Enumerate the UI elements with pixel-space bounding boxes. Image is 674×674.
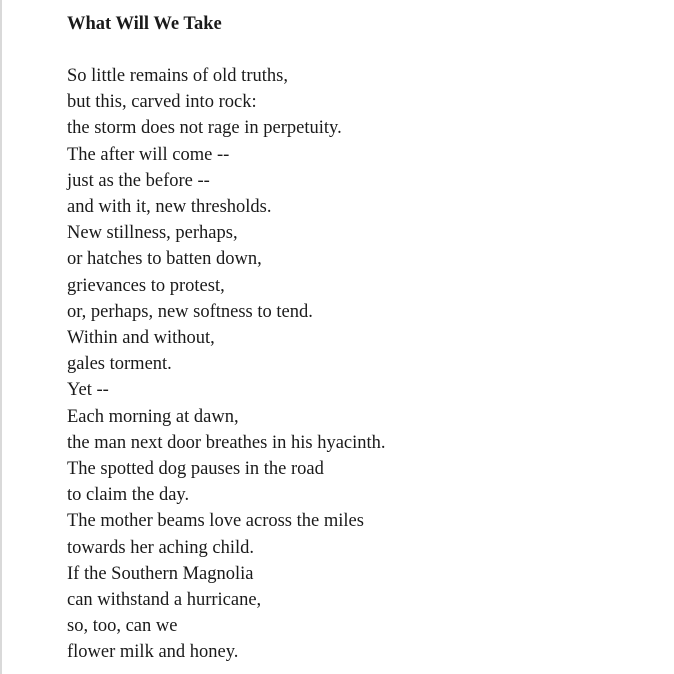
poem-line: the man next door breathes in his hyacinth. [67,432,386,453]
poem-line: the storm does not rage in perpetuity. [67,118,342,139]
poem-line: or hatches to batten down, [67,249,262,270]
poem-line: Yet -- [67,380,109,401]
poem-line: or, perhaps, new softness to tend. [67,301,313,322]
poem-line: Each morning at dawn, [67,406,239,427]
poem-line: The spotted dog pauses in the road [67,459,324,480]
poem-line: gales torment. [67,354,172,375]
poem-line: and with it, new thresholds. [67,197,272,218]
poem-line: can withstand a hurricane, [67,590,262,611]
poem-line: just as the before -- [67,170,210,191]
page-edge-divider [0,0,2,674]
poem-line: Within and without, [67,328,215,349]
poem-line: to claim the day. [67,485,190,506]
poem-title: What Will We Take [67,14,222,34]
poem-line: but this, carved into rock: [67,92,257,113]
poem-line: flower milk and honey. [67,642,239,663]
poem-line: towards her aching child. [67,537,254,558]
poem-body [67,63,647,666]
poem-line: The mother beams love across the miles [67,511,364,532]
poem-line: so, too, can we [67,616,178,637]
poem-line: The after will come -- [67,144,230,165]
poem [67,11,647,666]
poem-line: grievances to protest, [67,275,225,296]
poem-line: If the Southern Magnolia [67,563,254,584]
poem-line: So little remains of old truths, [67,66,288,86]
poem-line: New stillness, perhaps, [67,223,238,244]
